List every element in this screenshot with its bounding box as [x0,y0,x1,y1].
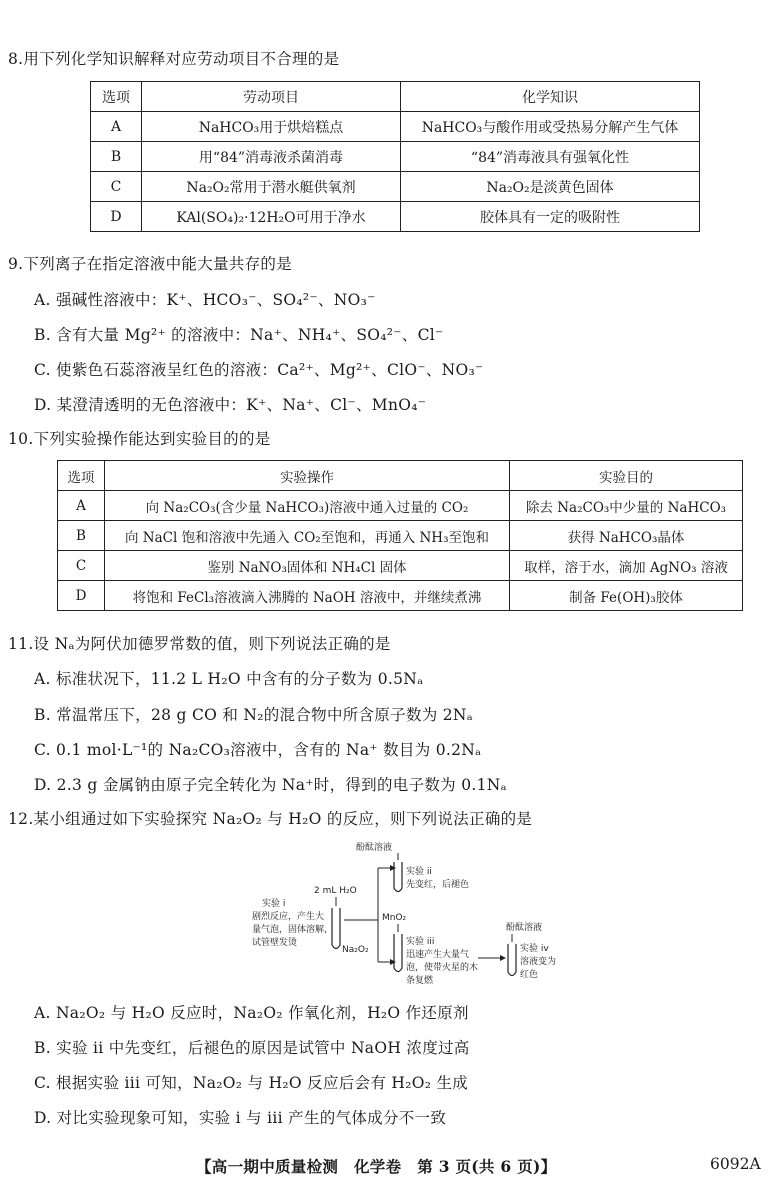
table-header: 选项 [58,461,105,491]
table-cell: KAl(SO₄)₂·12H₂O可用于净水 [142,202,401,232]
test-tube-iv [508,944,516,976]
table-cell: NaHCO₃用于烘焙糕点 [142,112,401,142]
table-header: 实验目的 [510,461,743,491]
question-8-table [90,81,700,232]
exp3-line: 迅速产生大量气 [406,950,470,960]
exp3-line: 条复燃 [406,976,434,986]
table-cell: 除去 Na₂CO₃中少量的 NaHCO₃ [510,491,743,521]
question-9-option-a: A. 强碱性溶液中：K⁺、HCO₃⁻、SO₄²⁻、NO₃⁻ [34,291,376,309]
table-header: 化学知识 [401,82,700,112]
question-8-stem: 8.用下列化学知识解释对应劳动项目不合理的是 [8,50,340,68]
table-cell: A [58,491,105,521]
test-tube-i [332,908,340,949]
arrowhead [390,959,396,965]
table-cell: C [58,551,105,581]
table-cell: 制备 Fe(OH)₃胶体 [510,581,743,611]
table-cell: 取样，溶于水，滴加 AgNO₃ 溶液 [510,551,743,581]
table-cell: 获得 NaHCO₃晶体 [510,521,743,551]
question-10-table [57,460,743,611]
arrowhead [390,865,396,871]
question-9-stem: 9.下列离子在指定溶液中能大量共存的是 [8,255,292,273]
exp4-line: 红色 [520,970,539,980]
table-header: 劳动项目 [142,82,401,112]
table-header: 选项 [91,82,142,112]
exp1-line: 剧烈反应，产生大 [252,912,325,922]
phenolphthalein-label: 酚酞溶液 [506,923,543,933]
na2o2-label: Na₂O₂ [342,945,369,955]
test-tube-iii [394,934,402,972]
table-cell: Na₂O₂是淡黄色固体 [401,172,700,202]
question-11-stem: 11.设 Nₐ为阿伏加德罗常数的值，则下列说法正确的是 [8,635,391,653]
question-12-option-c: C. 根据实验 iii 可知，Na₂O₂ 与 H₂O 反应后会有 H₂O₂ 生成 [34,1074,469,1092]
question-12-option-a: A. Na₂O₂ 与 H₂O 反应时，Na₂O₂ 作氧化剂，H₂O 作还原剂 [34,1004,469,1022]
table-cell: D [91,202,142,232]
exp4-line: 实验 iv [520,944,549,954]
table-cell: 鉴别 NaNO₃固体和 NH₄Cl 固体 [105,551,510,581]
mno2-label: MnO₂ [382,913,407,923]
table-cell: Na₂O₂常用于潜水艇供氧剂 [142,172,401,202]
phenolphthalein-label: 酚酞溶液 [356,843,393,853]
exp2-line: 实验 ii [406,867,432,877]
table-cell: “84”消毒液具有强氧化性 [401,142,700,172]
table-cell: D [58,581,105,611]
table-row [91,142,700,172]
question-12-stem: 12.某小组通过如下实验探究 Na₂O₂ 与 H₂O 的反应，则下列说法正确的是 [8,810,533,828]
table-cell: B [58,521,105,551]
question-12-option-d: D. 对比实验现象可知，实验 i 与 iii 产生的气体成分不一致 [34,1109,447,1127]
experiment-diagram [248,840,618,990]
table-cell: 向 NaCl 饱和溶液中先通入 CO₂至饱和，再通入 NH₃至饱和 [105,521,510,551]
exp2-line: 先变红，后褪色 [406,880,470,890]
question-11-option-b: B. 常温常压下，28 g CO 和 N₂的混合物中所含原子数为 2Nₐ [34,706,474,724]
question-9-option-b: B. 含有大量 Mg²⁺ 的溶液中：Na⁺、NH₄⁺、SO₄²⁻、Cl⁻ [34,326,444,344]
table-header-row [91,82,700,112]
table-row [91,112,700,142]
test-tube-ii [394,862,402,892]
table-row [91,202,700,232]
exp3-line: 泡，使带火星的木 [406,963,479,973]
table-cell: 胶体具有一定的吸附性 [401,202,700,232]
table-row [91,172,700,202]
table-cell: C [91,172,142,202]
question-12-option-b: B. 实验 ii 中先变红，后褪色的原因是试管中 NaOH 浓度过高 [34,1039,470,1057]
table-row [58,581,743,611]
exp1-line: 试管壁发烫 [252,938,298,948]
table-row [58,551,743,581]
arrowhead [500,955,506,961]
table-cell: B [91,142,142,172]
exp3-line: 实验 iii [406,937,435,947]
table-cell: 用“84”消毒液杀菌消毒 [142,142,401,172]
table-cell: 将饱和 FeCl₃溶液滴入沸腾的 NaOH 溶液中，并继续煮沸 [105,581,510,611]
question-11-option-a: A. 标准状况下，11.2 L H₂O 中含有的分子数为 0.5Nₐ [34,670,424,688]
page-footer: 【高一期中质量检测 化学卷 第 3 页(共 6 页)】 [196,1157,557,1176]
table-cell: NaHCO₃与酸作用或受热易分解产生气体 [401,112,700,142]
exp1-line: 实验 i [262,899,286,909]
question-10-stem: 10.下列实验操作能达到实验目的的是 [8,430,271,448]
question-11-option-d: D. 2.3 g 金属钠由原子完全转化为 Na⁺时，得到的电子数为 0.1Nₐ [34,776,507,794]
table-cell: 向 Na₂CO₃(含少量 NaHCO₃)溶液中通入过量的 CO₂ [105,491,510,521]
question-9-option-c: C. 使紫色石蕊溶液呈红色的溶液：Ca²⁺、Mg²⁺、ClO⁻、NO₃⁻ [34,361,484,379]
table-header-row [58,461,743,491]
question-9-option-d: D. 某澄清透明的无色溶液中：K⁺、Na⁺、Cl⁻、MnO₄⁻ [34,396,427,414]
paper-code: 6092A [710,1155,761,1173]
table-header: 实验操作 [105,461,510,491]
water-label: 2 mL H₂O [314,886,357,896]
exp4-line: 溶液变为 [520,957,557,967]
question-11-option-c: C. 0.1 mol·L⁻¹的 Na₂CO₃溶液中，含有的 Na⁺ 数目为 0.2Nₐ [34,741,482,759]
exp1-line: 量气泡，固体溶解， [252,925,334,935]
table-cell: A [91,112,142,142]
table-row [58,521,743,551]
table-row [58,491,743,521]
